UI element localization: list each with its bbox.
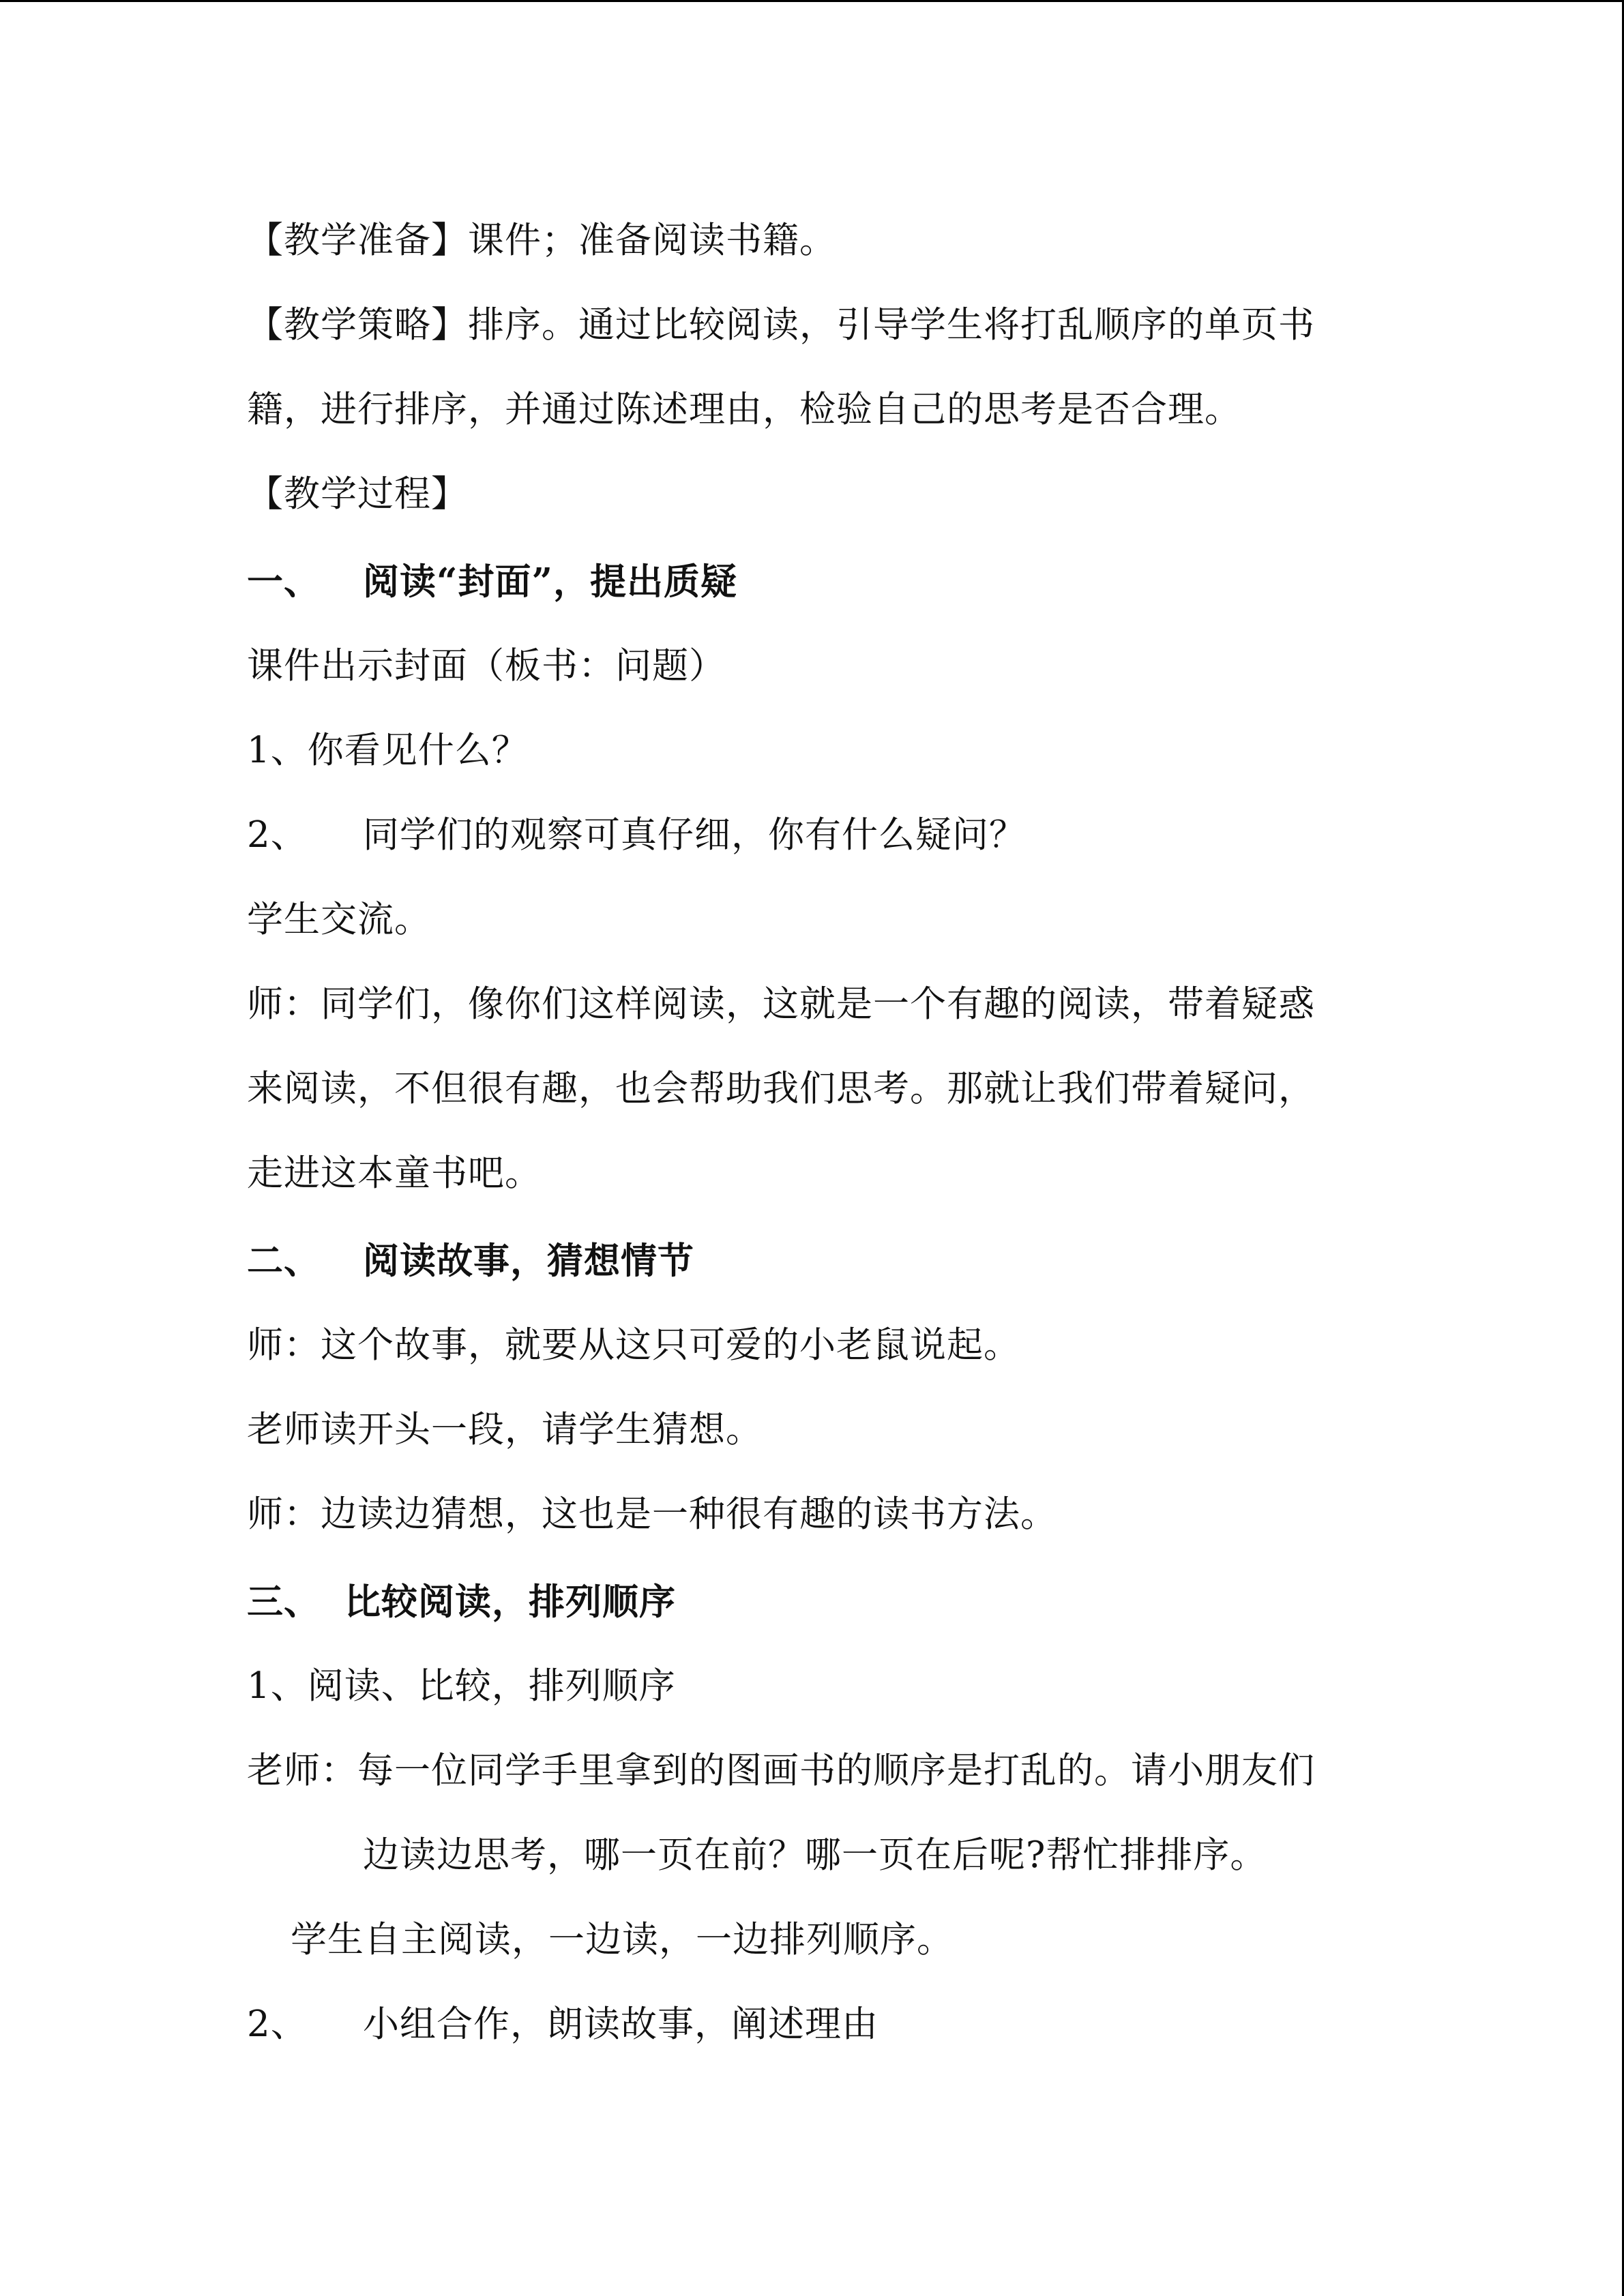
section-1-teacher-line-3: 走进这本童书吧。 [247, 1152, 542, 1194]
section-1-question-2-text: 同学们的观察可真仔细，你有什么疑问？ [363, 814, 1026, 856]
section-3-step-1: 1、阅读、比较，排列顺序 [247, 1665, 676, 1707]
section-1-question-2 [247, 811, 1420, 860]
section-2-line-1: 师：这个故事，就要从这只可爱的小老鼠说起。 [247, 1324, 1020, 1366]
teaching-strategy-line-1: 【教学策略】排序。通过比较阅读，引导学生将打乱顺序的单页书 [247, 304, 1315, 346]
section-2-number: 二、 [247, 1240, 321, 1282]
section-3-step-2-number: 2、 [247, 2003, 308, 2045]
section-3-title: 比较阅读，排列顺序 [344, 1581, 676, 1623]
section-1-question-2-number: 2、 [247, 814, 308, 856]
section-3-student-reading: 学生自主阅读，一边读，一边排列顺序。 [291, 1919, 954, 1960]
teaching-strategy-line-2: 籍，进行排序，并通过陈述理由，检验自己的思考是否合理。 [247, 389, 1241, 430]
section-3-step-2-text: 小组合作，朗读故事，阐述理由 [363, 2003, 879, 2045]
section-3-teacher-line-1: 老师：每一位同学手里拿到的图画书的顺序是打乱的。请小朋友们 [247, 1750, 1315, 1791]
section-2-heading [247, 1236, 1420, 1285]
section-3-teacher-line-2: 边读边思考，哪一页在前？哪一页在后呢?帮忙排排序。 [363, 1834, 1267, 1876]
section-3-step-2 [247, 2000, 1420, 2049]
section-3-heading [247, 1577, 1420, 1626]
teaching-process-heading: 【教学过程】 [247, 473, 468, 515]
teaching-prep-line: 【教学准备】课件；准备阅读书籍。 [247, 220, 836, 261]
section-1-intro: 课件出示封面（板书：问题） [247, 645, 726, 687]
section-2-title: 阅读故事，猜想情节 [363, 1240, 694, 1282]
section-1-heading [247, 557, 1420, 606]
section-1-question-1: 1、你看见什么？ [247, 730, 529, 771]
section-1-teacher-line-2: 来阅读，不但很有趣，也会帮助我们思考。那就让我们带着疑问， [247, 1068, 1315, 1109]
section-1-title: 阅读“封面”，提出质疑 [363, 561, 737, 603]
section-3-number: 三、 [247, 1581, 321, 1623]
section-2-line-3: 师：边读边猜想，这也是一种很有趣的读书方法。 [247, 1493, 1057, 1535]
section-1-number: 一、 [247, 561, 321, 603]
section-1-teacher-line-1: 师：同学们，像你们这样阅读，这就是一个有趣的阅读，带着疑惑 [247, 983, 1315, 1025]
section-2-line-2: 老师读开头一段，请学生猜想。 [247, 1409, 763, 1450]
section-1-exchange: 学生交流。 [247, 899, 431, 940]
